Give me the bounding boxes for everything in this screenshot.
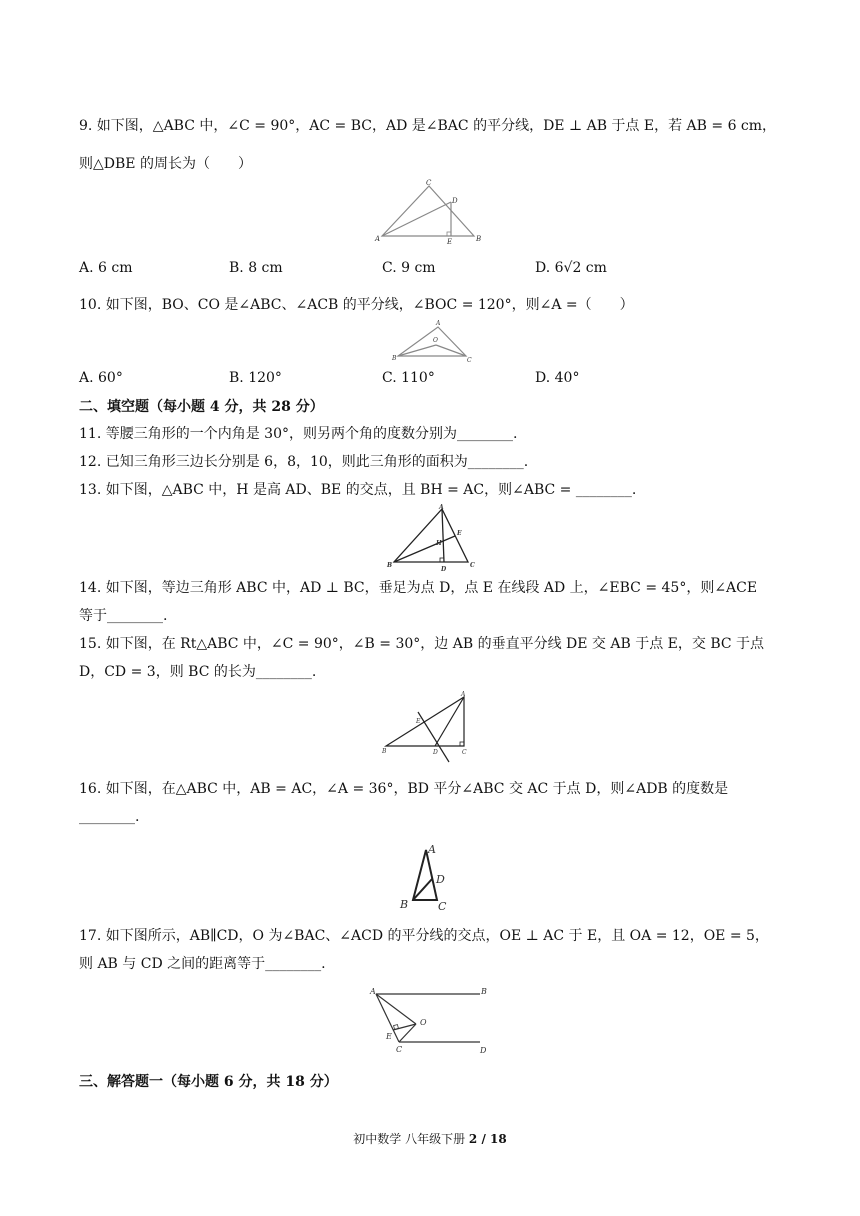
q15-line2: D，CD = 3，则 BC 的长为________. xyxy=(79,664,317,680)
q14-line1: 14. 如下图，等边三角形 ABC 中，AD ⊥ BC，垂足为点 D，点 E 在线段 AD 上，∠EBC = 45°，则∠ACE xyxy=(79,580,758,596)
q15-label-A: A xyxy=(461,691,466,698)
q9-label-E: E xyxy=(447,238,453,246)
q9-line1: 9. 如下图，△ABC 中，∠C = 90°，AC = BC，AD 是∠BAC 的平分线，DE ⊥ AB 于点 E，若 AB = 6 cm， xyxy=(79,118,777,134)
q9-label-B: B xyxy=(476,235,482,243)
q9-option-b: B. 8 cm xyxy=(229,260,283,276)
q13-line1: 13. 如下图，△ABC 中，H 是高 AD、BE 的交点，且 BH = AC，则∠ABC = ________. xyxy=(79,482,637,498)
q17-figure xyxy=(366,982,496,1062)
q9-figure xyxy=(372,178,492,248)
q17-label-B: B xyxy=(481,987,487,996)
q9-line2: 则△DBE 的周长为（ ） xyxy=(79,156,252,172)
q10-option-b: B. 120° xyxy=(229,370,282,386)
q9-option-d: D. 6√2 cm xyxy=(535,260,607,276)
q10-label-O: O xyxy=(433,337,438,344)
q16-label-A: A xyxy=(428,843,436,856)
q10-label-B: B xyxy=(392,355,397,362)
q10-line1: 10. 如下图，BO、CO 是∠ABC、∠ACB 的平分线，∠BOC = 120°，则∠A =（ ） xyxy=(79,297,634,313)
q15-label-C: C xyxy=(462,749,467,756)
q15-figure xyxy=(378,690,478,768)
page-number: 2 / 18 xyxy=(468,1132,507,1146)
q10-option-a: A. 60° xyxy=(79,370,123,386)
q17-line2: 则 AB 与 CD 之间的距离等于________. xyxy=(79,956,326,972)
footer-text: 初中数学 八年级下册 xyxy=(353,1132,469,1146)
q9-option-a: A. 6 cm xyxy=(79,260,133,276)
q17-line1: 17. 如下图所示，AB∥CD，O 为∠BAC、∠ACD 的平分线的交点，OE ⊥ AC 于 E，且 OA = 12，OE = 5， xyxy=(79,928,769,944)
q13-label-D: D xyxy=(441,566,447,573)
q15-label-D: D xyxy=(433,749,438,756)
q9-label-D: D xyxy=(452,197,458,205)
q17-label-C: C xyxy=(396,1045,403,1054)
q17-label-A: A xyxy=(370,987,376,996)
q13-figure xyxy=(384,503,484,573)
q12-text: 12. 已知三角形三边长分别是 6，8，10，则此三角形的面积为________. xyxy=(79,454,529,470)
q10-option-c: C. 110° xyxy=(382,370,435,386)
q15-label-B: B xyxy=(382,748,387,755)
section-3-heading: 三、解答题一（每小题 6 分，共 18 分） xyxy=(79,1074,338,1090)
q13-label-C: C xyxy=(470,562,475,569)
q13-label-B: B xyxy=(387,562,393,569)
q16-label-D: D xyxy=(436,873,445,886)
q11-text: 11. 等腰三角形的一个内角是 30°，则另两个角的度数分别为________. xyxy=(79,426,518,442)
q13-label-E: E xyxy=(457,530,462,537)
q13-label-A: A xyxy=(439,504,444,511)
q14-line2: 等于________. xyxy=(79,608,168,624)
q13-label-H: H xyxy=(436,540,442,547)
q10-label-C: C xyxy=(467,357,472,364)
q16-label-B: B xyxy=(400,898,409,911)
q17-label-D: D xyxy=(480,1046,487,1055)
q17-label-O: O xyxy=(420,1018,427,1027)
q15-line1: 15. 如下图，在 Rt△ABC 中，∠C = 90°，∠B = 30°，边 AB 的垂直平分线 DE 交 AB 于点 E，交 BC 于点 xyxy=(79,636,765,652)
q15-label-E: E xyxy=(416,718,421,725)
q10-figure xyxy=(390,318,480,363)
q16-figure xyxy=(396,842,456,912)
q9-label-C: C xyxy=(426,179,432,187)
q16-line1: 16. 如下图，在△ABC 中，AB = AC，∠A = 36°，BD 平分∠ABC 交 AC 于点 D，则∠ADB 的度数是 xyxy=(79,781,729,797)
q16-line2: ________. xyxy=(79,809,140,825)
q16-label-C: C xyxy=(438,900,447,913)
q10-label-A: A xyxy=(436,320,441,327)
q10-option-d: D. 40° xyxy=(535,370,580,386)
q9-label-A: A xyxy=(375,235,381,243)
page-footer xyxy=(0,1130,860,1147)
q9-option-c: C. 9 cm xyxy=(382,260,436,276)
q17-label-E: E xyxy=(386,1032,392,1041)
section-2-heading: 二、填空题（每小题 4 分，共 28 分） xyxy=(79,399,324,415)
